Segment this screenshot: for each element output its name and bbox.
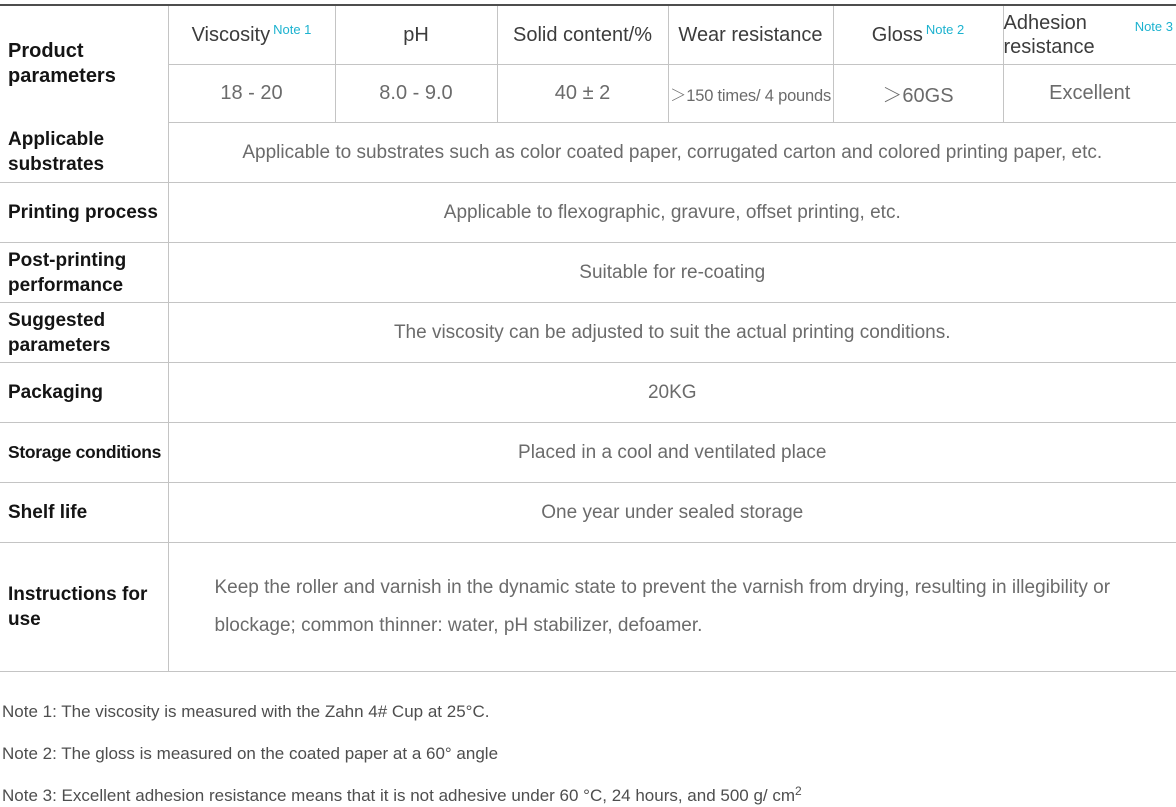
viscosity-label: Viscosity bbox=[191, 23, 271, 46]
col-header-gloss bbox=[833, 5, 1003, 65]
table-row bbox=[0, 183, 1176, 243]
row-value-instructions-for-use bbox=[168, 543, 1176, 672]
row-label-instructions-for-use: Instructions for use bbox=[0, 543, 168, 672]
solid-content-value: 40 ± 2 bbox=[497, 65, 668, 123]
col-header-solid-content bbox=[497, 5, 668, 65]
footnote-1 bbox=[2, 698, 1176, 721]
solid-content-label: Solid content/% bbox=[513, 23, 652, 46]
row-value-storage-conditions: Placed in a cool and ventilated place bbox=[168, 423, 1176, 483]
adhesion-resistance-label: Adhesion resistance bbox=[1003, 12, 1095, 58]
row-value-applicable-substrates: Applicable to substrates such as color coated paper, corrugated carton and colored printing paper, etc. bbox=[168, 123, 1176, 183]
row-value-printing-process: Applicable to flexographic, gravure, offset printing, etc. bbox=[168, 183, 1176, 243]
row-label-shelf-life: Shelf life bbox=[0, 483, 168, 543]
gloss-note-ref: Note 2 bbox=[925, 21, 965, 37]
table-row bbox=[0, 543, 1176, 672]
viscosity-note-ref: Note 1 bbox=[273, 21, 312, 37]
col-header-adhesion-resistance bbox=[1003, 5, 1176, 65]
table-row bbox=[0, 483, 1176, 543]
header-row-values bbox=[0, 65, 1176, 123]
row-label-packaging: Packaging bbox=[0, 363, 168, 423]
row-label-printing-process: Printing process bbox=[0, 183, 168, 243]
ph-label: pH bbox=[403, 23, 429, 46]
wear-resistance-value: ＞150 times/ 4 pounds bbox=[668, 65, 833, 123]
table-row bbox=[0, 303, 1176, 363]
row-label-storage-conditions: Storage conditions bbox=[0, 423, 168, 483]
product-parameters-label: Product parameters bbox=[8, 40, 116, 88]
product-spec-table bbox=[0, 4, 1176, 672]
table-row bbox=[0, 423, 1176, 483]
footnote-2-text: Note 2: The gloss is measured on the coated paper at a 60° angle bbox=[2, 744, 499, 763]
table-row bbox=[0, 243, 1176, 303]
wear-resistance-label: Wear resistance bbox=[678, 23, 823, 46]
row-value-post-printing-performance: Suitable for re-coating bbox=[168, 243, 1176, 303]
table-row bbox=[0, 123, 1176, 183]
gloss-label: Gloss bbox=[871, 23, 923, 46]
footnote-1-text: Note 1: The viscosity is measured with the Zahn 4# Cup at 25°C. bbox=[2, 702, 490, 721]
footnote-3-text: Note 3: Excellent adhesion resistance means that it is not adhesive under 60 °C, 24 hours, and 500 g/ cm bbox=[2, 786, 796, 805]
footnotes bbox=[2, 698, 1176, 805]
col-header-viscosity bbox=[168, 5, 335, 65]
row-value-suggested-parameters: The viscosity can be adjusted to suit the actual printing conditions. bbox=[168, 303, 1176, 363]
adhesion-note-ref: Note 3 bbox=[1134, 19, 1173, 34]
footnote-3-sup: 2 bbox=[795, 784, 802, 798]
row-label-post-printing-performance: Post-printing performance bbox=[0, 243, 168, 303]
instructions-text: Keep the roller and varnish in the dynamic state to prevent the varnish from drying, resulting in illegibility or blockage; common thinner: water, pH stabilizer, defoamer. bbox=[214, 577, 1111, 636]
row-value-shelf-life: One year under sealed storage bbox=[168, 483, 1176, 543]
col-header-ph bbox=[335, 5, 497, 65]
row-label-suggested-parameters: Suggested parameters bbox=[0, 303, 168, 363]
row-label-applicable-substrates: Applicable substrates bbox=[0, 123, 168, 183]
adhesion-resistance-value: Excellent bbox=[1003, 65, 1176, 123]
header-row-labels bbox=[0, 5, 1176, 65]
col-header-wear-resistance bbox=[668, 5, 833, 65]
footnote-2 bbox=[2, 740, 1176, 763]
footnote-3 bbox=[2, 782, 1176, 805]
gloss-value: ＞60GS bbox=[833, 65, 1003, 123]
row-value-packaging: 20KG bbox=[168, 363, 1176, 423]
ph-value: 8.0 - 9.0 bbox=[335, 65, 497, 123]
table-row bbox=[0, 363, 1176, 423]
viscosity-value: 18 - 20 bbox=[168, 65, 335, 123]
